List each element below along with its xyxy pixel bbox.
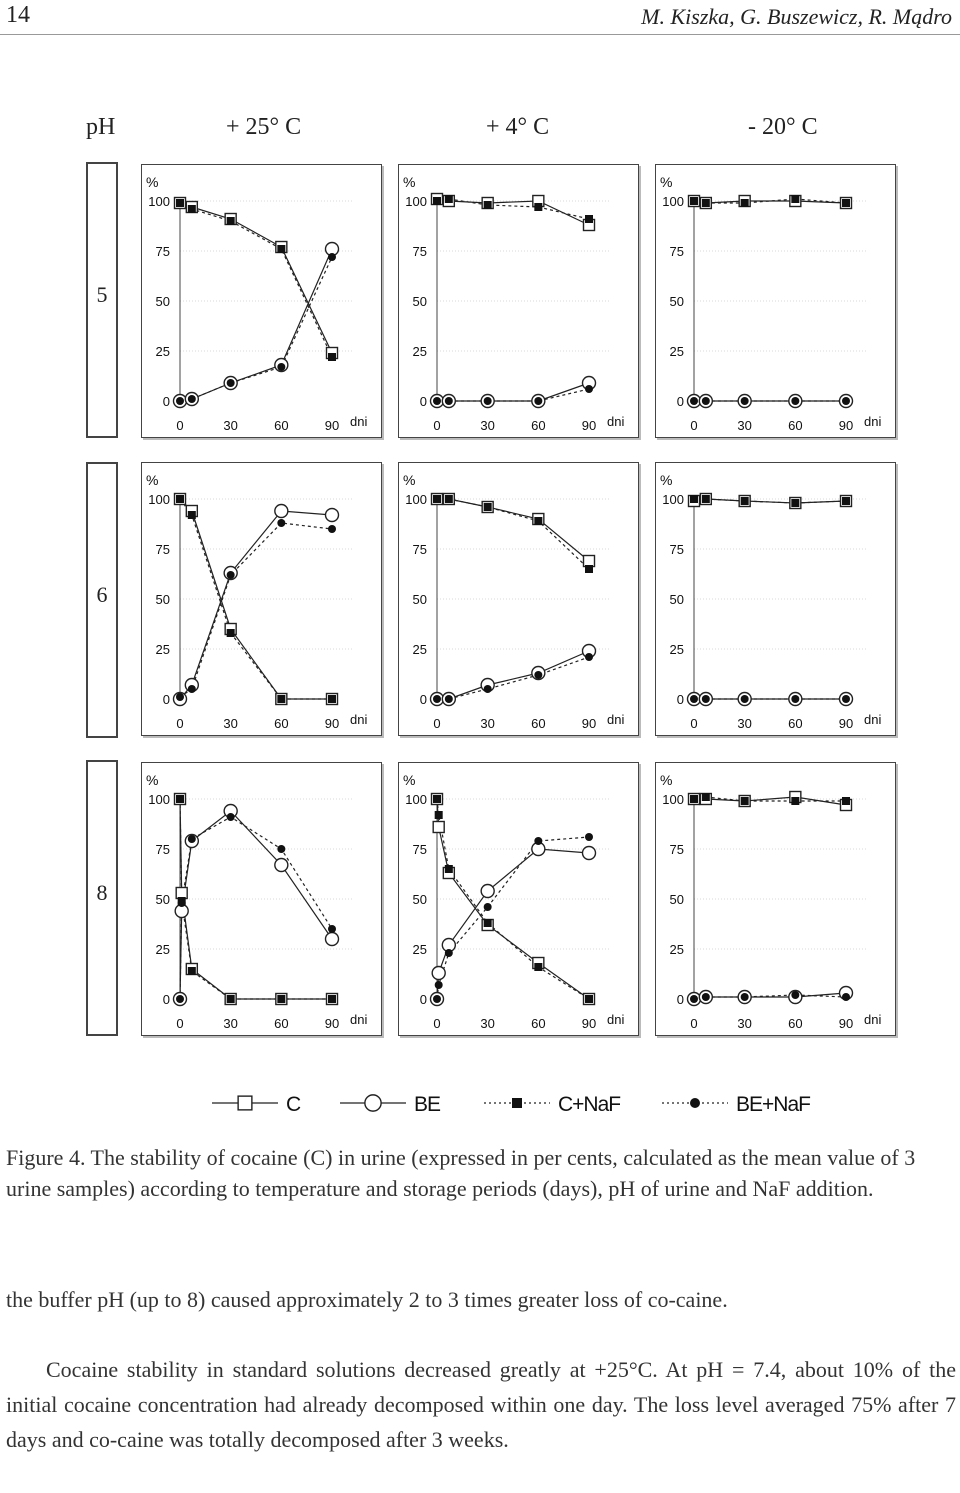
y-tick-label: 50 [155,294,170,309]
series-line-be [180,811,332,999]
data-point-c-naf [741,797,749,805]
data-point-be-naf [433,995,441,1003]
series-line-be [180,511,332,699]
data-point-c [584,556,595,567]
x-tick-label: 60 [788,1016,803,1031]
data-point-be-naf [277,363,285,371]
x-tick-label: 0 [176,1016,184,1031]
y-tick-label: 75 [412,542,427,557]
temp-header-25: + 25° C [226,114,302,140]
chart-panel-ph5-4c [398,164,639,438]
x-tick-label: 90 [324,418,340,433]
y-tick-label: 0 [676,992,684,1007]
y-tick-label: 100 [662,492,684,507]
x-tick-label: 0 [433,418,441,433]
chart-svg [399,165,638,437]
x-tick-label: 60 [274,1016,289,1031]
series-line-be-naf [180,257,332,401]
series-line-be-naf [180,817,332,999]
y-axis-label: % [660,174,673,190]
data-point-c-naf [277,995,285,1003]
data-point-c-naf [188,205,196,213]
data-point-be-naf [741,397,749,405]
x-axis-unit: dni [864,712,882,727]
y-tick-label: 75 [412,842,427,857]
chart-panel-ph6-4c [398,462,639,736]
data-point-be-naf [690,695,698,703]
series-line-c [180,203,332,353]
x-axis-unit: dni [864,414,882,429]
y-tick-label: 100 [405,492,427,507]
x-tick-label: 90 [581,418,597,433]
data-point-be-naf [178,899,186,907]
row-label-box-ph5 [86,162,118,438]
y-tick-label: 0 [162,692,170,707]
chart-svg [142,463,381,735]
chart-svg [656,763,895,1035]
data-point-be-naf [534,671,542,679]
chart-panel-ph6-minus20c [655,462,896,736]
data-point-be-naf [534,837,542,845]
y-tick-label: 25 [669,942,684,957]
data-point-be-naf [702,695,710,703]
data-point-c-naf [484,503,492,511]
chart-panel-ph5-25c [141,164,382,438]
data-point-be-naf [741,695,749,703]
y-tick-label: 0 [676,394,684,409]
data-point-be-naf [484,903,492,911]
x-tick-label: 30 [223,716,238,731]
data-point-be-naf [435,981,443,989]
data-point-be-naf [176,995,184,1003]
data-point-c-naf [328,695,336,703]
data-point-be-naf [484,685,492,693]
data-point-c-naf [741,199,749,207]
data-point-be-naf [328,925,336,933]
x-tick-label: 60 [274,716,289,731]
y-tick-label: 100 [662,194,684,209]
data-point-c-naf [690,795,698,803]
data-point-be-naf [188,395,196,403]
y-tick-label: 100 [148,792,170,807]
row-label-box-ph6 [86,462,118,738]
data-point-c-naf [741,497,749,505]
x-axis-unit: dni [607,1012,625,1027]
x-tick-label: 0 [433,716,441,731]
y-tick-label: 25 [155,642,170,657]
x-tick-label: 0 [690,716,698,731]
data-point-be [326,509,339,522]
x-tick-label: 0 [433,1016,441,1031]
data-point-c-naf [842,497,850,505]
body-paragraph-1: the buffer pH (up to 8) caused approximately 2 to 3 times greater loss of co-caine. [6,1287,728,1312]
y-tick-label: 50 [669,892,684,907]
body-paragraph-2 [6,1352,956,1457]
data-point-be-naf [791,991,799,999]
x-tick-label: 90 [581,716,597,731]
data-point-be-naf [277,845,285,853]
legend-marker-be [365,1095,381,1111]
legend-label-be: BE [414,1093,441,1116]
data-point-be-naf [791,397,799,405]
y-tick-label: 25 [155,344,170,359]
row-label-box-ph8 [86,760,118,1036]
data-point-be-naf [227,813,235,821]
x-tick-label: 60 [788,716,803,731]
data-point-be [326,933,339,946]
data-point-be-naf [842,397,850,405]
data-point-be-naf [585,833,593,841]
chart-svg [656,463,895,735]
data-point-c-naf [433,795,441,803]
series-line-be-naf [437,837,589,999]
y-axis-label: % [660,472,673,488]
data-point-be [583,847,596,860]
data-point-be-naf [433,695,441,703]
series-line-c [694,499,846,503]
x-tick-label: 90 [581,1016,597,1031]
chart-svg [656,165,895,437]
chart-panel-ph6-25c [141,462,382,736]
series-line-be-naf [437,657,589,699]
chart-svg [399,763,638,1035]
chart-svg [142,763,381,1035]
data-point-be-naf [445,949,453,957]
y-tick-label: 25 [412,344,427,359]
data-point-c-naf [791,797,799,805]
series-line-be [437,651,589,699]
data-point-c-naf [791,499,799,507]
x-tick-label: 90 [838,1016,854,1031]
y-tick-label: 75 [155,842,170,857]
x-axis-unit: dni [607,414,625,429]
data-point-c-naf [702,199,710,207]
data-point-be-naf [328,525,336,533]
data-point-c-naf [534,963,542,971]
y-tick-label: 75 [155,244,170,259]
y-tick-label: 50 [412,592,427,607]
data-point-be-naf [277,519,285,527]
x-tick-label: 0 [690,418,698,433]
chart-legend [200,1084,840,1124]
row-label-ph8: 8 [96,880,108,905]
x-axis-unit: dni [350,1012,368,1027]
y-tick-label: 75 [669,842,684,857]
figure-caption: Figure 4. The stability of cocaine (C) in urine (expressed in per cents, calculated as the mean value of 3 urine samples) according to temperature and storage periods (days), pH of urine and NaF addition. [6,1145,916,1201]
data-point-c-naf [702,793,710,801]
y-tick-label: 75 [669,244,684,259]
x-tick-label: 90 [838,418,854,433]
y-tick-label: 0 [162,394,170,409]
chart-panel-ph8-4c [398,762,639,1036]
y-tick-label: 75 [155,542,170,557]
y-tick-label: 100 [405,194,427,209]
temp-header-4: + 4° C [486,114,550,140]
x-tick-label: 0 [690,1016,698,1031]
data-point-c-naf [585,565,593,573]
data-point-c-naf [791,195,799,203]
x-axis-unit: dni [350,414,368,429]
x-tick-label: 90 [838,716,854,731]
data-point-c-naf [227,217,235,225]
y-tick-label: 0 [419,992,427,1007]
y-tick-label: 75 [669,542,684,557]
chart-panel-ph5-minus20c [655,164,896,438]
data-point-c-naf [188,511,196,519]
body-paragraph-2-text: Cocaine stability in standard solutions decreased greatly at +25°C. At pH = 7.4, about 10% of the initial cocaine concentration had already decomposed within one day. The loss level averaged 75% after 7 days and co-caine was totally decomposed after 3 weeks. [6,1357,956,1452]
ph-header: pH [86,114,116,140]
data-point-c-naf [328,995,336,1003]
data-point-be-naf [188,835,196,843]
data-point-c-naf [585,215,593,223]
series-line-be [437,849,589,999]
data-point-be-naf [534,397,542,405]
data-point-be [275,859,288,872]
y-tick-label: 50 [412,294,427,309]
y-tick-label: 25 [669,344,684,359]
data-point-be-naf [842,993,850,1001]
data-point-c-naf [534,203,542,211]
series-line-c-naf [437,499,589,569]
running-authors: M. Kiszka, G. Buszewicz, R. Mądro [641,4,952,29]
y-tick-label: 0 [676,692,684,707]
y-tick-label: 50 [155,892,170,907]
x-tick-label: 30 [480,418,495,433]
data-point-be-naf [842,695,850,703]
y-tick-label: 0 [419,394,427,409]
data-point-c-naf [585,995,593,1003]
series-line-c [694,797,846,805]
data-point-be-naf [690,995,698,1003]
y-tick-label: 0 [419,692,427,707]
series-line-c-naf [180,203,332,357]
data-point-c-naf [435,811,443,819]
y-tick-label: 25 [412,942,427,957]
data-point-c-naf [328,353,336,361]
data-point-c-naf [227,629,235,637]
x-axis-unit: dni [350,712,368,727]
y-axis-label: % [403,472,416,488]
data-point-c-naf [690,197,698,205]
data-point-be [432,967,445,980]
chart-svg [142,165,381,437]
y-tick-label: 25 [669,642,684,657]
row-label-ph6: 6 [96,582,108,607]
data-point-c [176,888,187,899]
page-number: 14 [6,2,30,28]
data-point-c-naf [842,199,850,207]
data-point-c-naf [227,995,235,1003]
data-point-be-naf [227,571,235,579]
x-tick-label: 60 [531,1016,546,1031]
data-point-c-naf [445,865,453,873]
series-line-be [180,249,332,401]
data-point-be-naf [445,695,453,703]
x-tick-label: 0 [176,418,184,433]
x-tick-label: 60 [788,418,803,433]
data-point-c-naf [484,201,492,209]
x-tick-label: 90 [324,1016,340,1031]
x-tick-label: 0 [176,716,184,731]
x-tick-label: 30 [223,418,238,433]
data-point-be [275,505,288,518]
data-point-be-naf [433,397,441,405]
data-point-c [433,822,444,833]
x-tick-label: 30 [480,716,495,731]
y-tick-label: 25 [412,642,427,657]
data-point-c-naf [445,495,453,503]
series-line-be [694,993,846,999]
data-point-c-naf [277,695,285,703]
x-tick-label: 60 [531,716,546,731]
series-line-c [437,499,589,561]
series-line-be [437,383,589,401]
data-point-c-naf [188,967,196,975]
legend-marker-be-naf [690,1098,700,1108]
data-point-be-naf [741,993,749,1001]
x-tick-label: 30 [737,716,752,731]
data-point-be-naf [188,685,196,693]
y-tick-label: 50 [412,892,427,907]
chart-svg [399,463,638,735]
y-tick-label: 50 [669,592,684,607]
y-axis-label: % [146,174,159,190]
data-point-be-naf [176,397,184,405]
data-point-be [481,885,494,898]
y-axis-label: % [660,772,673,788]
legend-marker-c [238,1096,252,1110]
y-tick-label: 100 [148,492,170,507]
data-point-c-naf [176,199,184,207]
chart-panel-ph8-minus20c [655,762,896,1036]
data-point-be-naf [176,693,184,701]
data-point-c-naf [445,195,453,203]
data-point-c-naf [176,495,184,503]
y-tick-label: 25 [155,942,170,957]
x-tick-label: 30 [737,1016,752,1031]
y-tick-label: 100 [405,792,427,807]
data-point-c-naf [433,197,441,205]
y-tick-label: 50 [155,592,170,607]
y-tick-label: 75 [412,244,427,259]
data-point-c-naf [176,795,184,803]
y-tick-label: 100 [148,194,170,209]
data-point-be-naf [328,253,336,261]
x-tick-label: 90 [324,716,340,731]
x-tick-label: 30 [737,418,752,433]
data-point-be-naf [690,397,698,405]
x-tick-label: 60 [274,418,289,433]
data-point-be-naf [585,385,593,393]
x-tick-label: 30 [223,1016,238,1031]
data-point-c-naf [702,495,710,503]
legend-marker-c-naf [512,1098,522,1108]
y-tick-label: 100 [662,792,684,807]
y-tick-label: 0 [162,992,170,1007]
legend-label-be-naf: BE+NaF [736,1093,810,1116]
x-tick-label: 60 [531,418,546,433]
data-point-c-naf [690,495,698,503]
chart-panel-ph8-25c [141,762,382,1036]
running-head [0,0,960,35]
data-point-be-naf [445,397,453,405]
data-point-be-naf [484,397,492,405]
data-point-c-naf [433,495,441,503]
row-label-ph5: 5 [96,282,108,307]
data-point-be-naf [585,653,593,661]
x-axis-unit: dni [864,1012,882,1027]
x-axis-unit: dni [607,712,625,727]
series-line-c [437,199,589,225]
y-tick-label: 50 [669,294,684,309]
data-point-be-naf [702,993,710,1001]
data-point-c-naf [484,919,492,927]
temp-header-minus20: - 20° C [748,114,818,140]
data-point-c-naf [277,245,285,253]
y-axis-label: % [403,174,416,190]
data-point-c-naf [534,517,542,525]
legend-label-c: C [286,1093,301,1116]
y-axis-label: % [146,772,159,788]
data-point-c-naf [842,797,850,805]
data-point-be-naf [702,397,710,405]
x-tick-label: 30 [480,1016,495,1031]
y-axis-label: % [403,772,416,788]
data-point-be-naf [227,379,235,387]
data-point-be-naf [791,695,799,703]
legend-label-c-naf: C+NaF [558,1093,621,1116]
y-axis-label: % [146,472,159,488]
